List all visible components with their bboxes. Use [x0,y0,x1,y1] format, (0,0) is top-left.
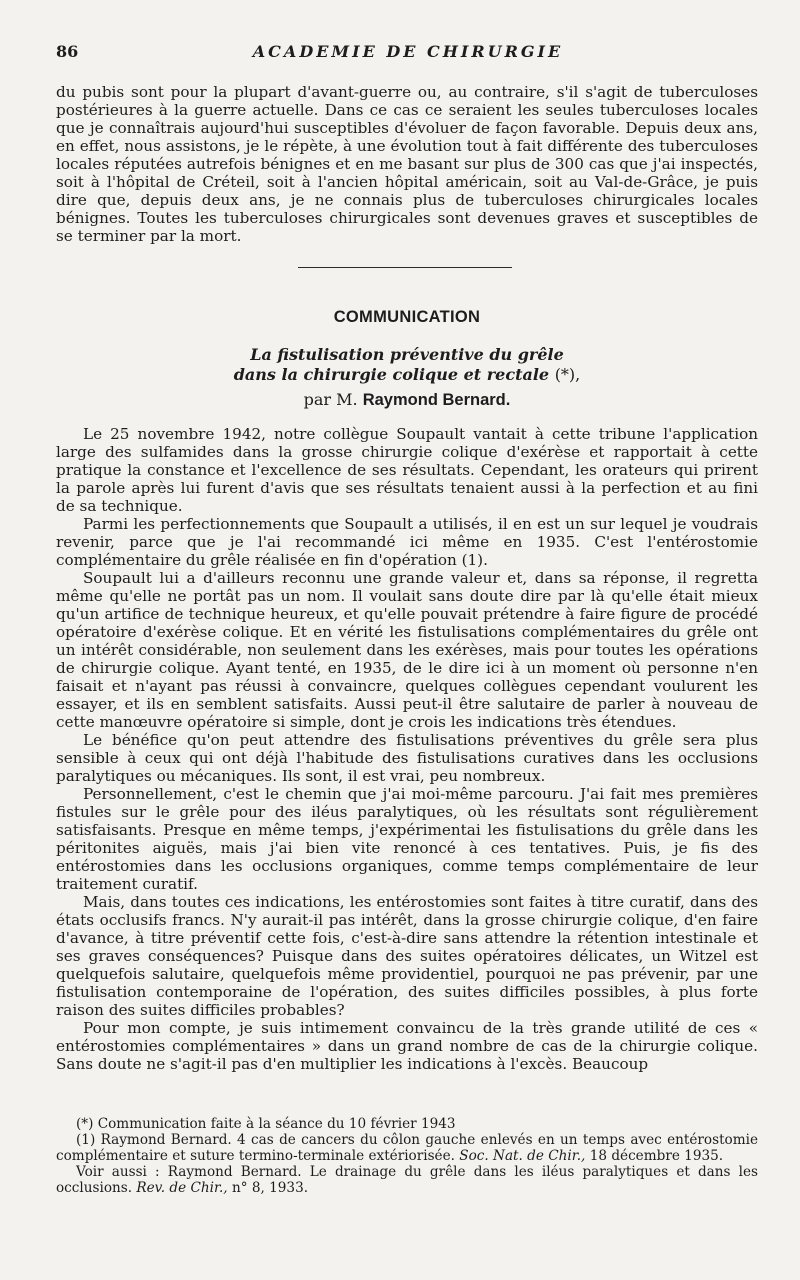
footnote-marker: (*), [554,365,581,384]
section-divider [298,267,512,268]
paragraph: Mais, dans toutes ces indications, les entérostomies sont faites à titre curatif, dans des états occlusifs francs. N'y aurait-il pas intérêt, dans la grosse chirurgie colique, d'en faire d'avance, à titre préventif cette fois, c'est-à-dire sans attendre la rétention intestinale et ses graves conséquences? Puisque dans des suites opératoires délicates, un Witzel est quelquefois salutaire, quelquefois même providentiel, pourquoi ne pas prévenir, par une fistulisation contemporaine de l'opération, des suites difficiles possibles, à plus forte raison des suites difficiles probables? [56,893,758,1019]
paragraph: Soupault lui a d'ailleurs reconnu une grande valeur et, dans sa réponse, il regretta même qu'elle ne portât pas un nom. Il voulait sans doute dire par là qu'elle était mieux qu'un artifice de technique heureux, et qu'elle pouvait prétendre à faire figure de procédé opératoire d'exérèse colique. Et en vérité les fistulisations complémentaires du grêle ont un intérêt considérable, non seulement dans les exérèses, mais pour toutes les opérations de chirurgie colique. Ayant tenté, en 1935, de le dire ici à un moment où personne n'en faisait et n'ayant pas réussi à convaincre, quelques collègues cependant voulurent les essayer, et ils en semblent satisfaits. Aussi peut-il être salutaire de parler à nouveau de cette manœuvre opératoire si simple, dont je crois les indications très étendues. [56,569,758,731]
footnote-2-ref: n° 8, 1933. [231,1180,309,1196]
footnote-1-journal: Soc. Nat. de Chir., [459,1148,586,1164]
paragraph: Parmi les perfectionnements que Soupault a utilisés, il en est un sur lequel je voudrais revenir, parce que je l'ai recommandé ici même en 1935. C'est l'entérostomie complémentaire du grêle réalisée en fin d'opération (1). [56,515,758,569]
article-title-line-2 [56,365,758,385]
footnote-1-date: 18 décembre 1935. [589,1148,724,1164]
paragraph: Le bénéfice qu'on peut attendre des fistulisations préventives du grêle sera plus sensible à ceux qui ont déjà l'habitude des fistulisations curatives dans les occlusions paralytiques ou mécaniques. Ils sont, il est vrai, peu nombreux. [56,731,758,785]
paragraph: Le 25 novembre 1942, notre collègue Soupault vantait à cette tribune l'application large des sulfamides dans la grosse chirurgie colique d'exérèse et rapportait à cette pratique la constance et l'excellence de ses résultats. Cependant, les orateurs qui prirent la parole après lui furent d'avis que ses résultats tenaient aussi à la perfection et au fini de sa technique. [56,425,758,515]
article-title-line-2-text: dans la chirurgie colique et rectale [233,365,550,384]
byline [56,390,758,410]
page-header [56,42,760,66]
footnote-2-journal: Rev. de Chir., [136,1180,228,1196]
footnote-2 [56,1164,758,1196]
footnote-2-text: Voir aussi : Raymond Bernard. Le drainage du grêle dans les iléus paralytiques et dans les occlusions. [56,1164,758,1196]
author-name: Raymond Bernard. [362,391,511,409]
paragraph: Personnellement, c'est le chemin que j'ai moi-même parcouru. J'ai fait mes premières fistules sur le grêle pour des iléus paralytiques, où les résultats sont régulièrement satisfaisants. Presque en même temps, j'expérimentai les fistulisations du grêle dans les péritonites aiguës, mais j'ai bien vite renoncé à ces tentatives. Puis, je fis des entérostomies dans les occlusions organiques, comme temps complémentaire de leur traitement curatif. [56,785,758,893]
paragraph: Pour mon compte, je suis intimement convaincu de la très grande utilité de ces « entérostomies complémentaires » dans un grand nombre de cas de la chirurgie colique. Sans doute ne s'agit-il pas d'en multiplier les indications à l'excès. Beaucoup [56,1019,758,1073]
page-number: 86 [56,42,79,61]
article-title [56,345,758,385]
section-heading: COMMUNICATION [333,308,481,326]
footnote-1-text: (1) Raymond Bernard. 4 cas de cancers du côlon gauche enlevés en un temps avec entérostomie complémentaire et suture termino-terminale extériorisée. [56,1132,758,1164]
intro-text [56,83,758,245]
footnote-1 [56,1132,758,1164]
intro-paragraph: du pubis sont pour la plupart d'avant-guerre ou, au contraire, s'il s'agit de tuberculoses postérieures à la guerre actuelle. Dans ce cas ce seraient les seules tuberculoses locales que je connaîtrais aujourd'hui susceptibles d'évoluer de façon favorable. Depuis deux ans, en effet, nous assistons, je le répète, à une évolution tout à fait différente des tuberculoses locales réputées autrefois bénignes et en me basant sur plus de 300 cas que j'ai inspectés, soit à l'hôpital de Créteil, soit à l'ancien hôpital américain, soit au Val-de-Grâce, je puis dire que, depuis deux ans, je ne connais plus de tuberculoses chirurgicales locales bénignes. Toutes les tuberculoses chirurgicales sont devenues graves et susceptibles de se terminer par la mort. [56,83,758,245]
byline-prefix: par M. [303,390,358,409]
article-title-line-1: La fistulisation préventive du grêle [250,345,564,364]
footnotes [56,1116,758,1196]
footnote-asterisk: (*) Communication faite à la séance du 10 février 1943 [76,1116,456,1132]
running-head: ACADEMIE DE CHIRURGIE [252,42,564,61]
article-body [56,425,758,1073]
